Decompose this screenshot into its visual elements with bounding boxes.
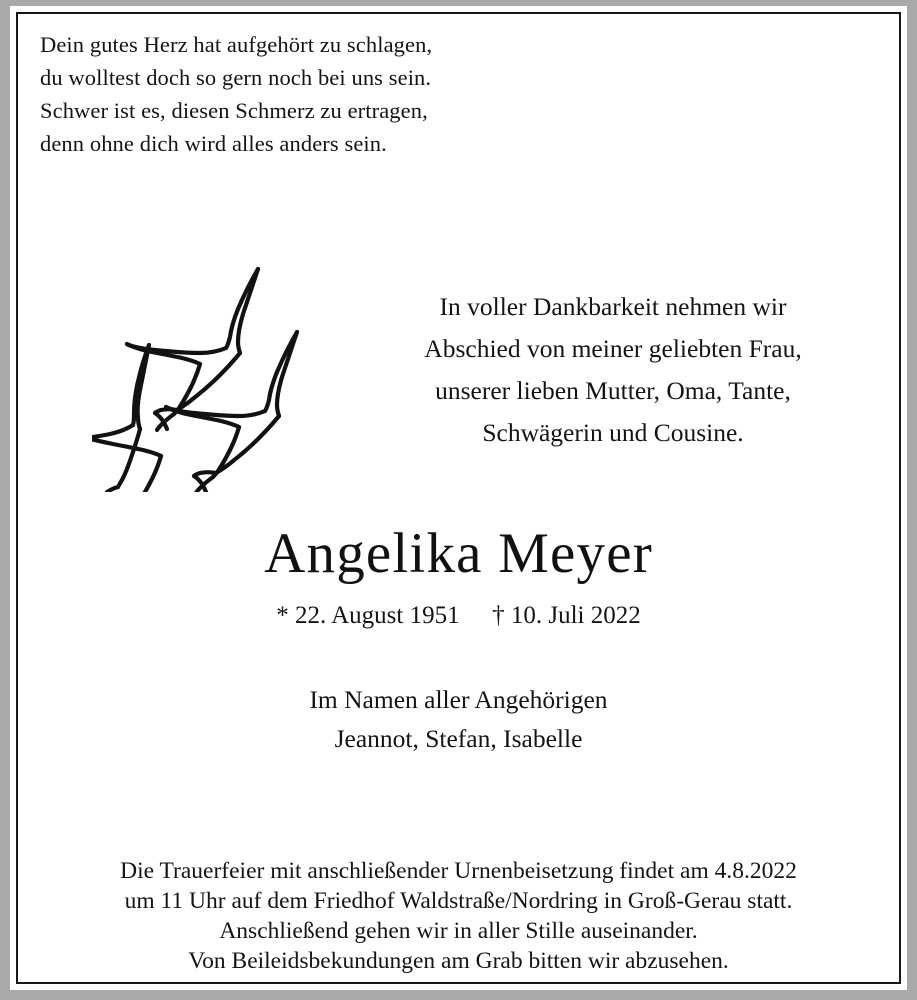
notice-content xyxy=(18,14,899,982)
verse-line: Schwer ist es, diesen Schmerz zu ertragen, xyxy=(40,98,428,123)
verse-line: du wolltest doch so gern noch bei uns sein. xyxy=(40,65,432,90)
dedication-block xyxy=(318,286,908,454)
service-line: Von Beileidsbekundungen am Grab bitten wir abzusehen. xyxy=(188,948,729,974)
service-details-block xyxy=(18,856,899,976)
death-date: 10. Juli 2022 xyxy=(510,602,641,629)
verse-line: denn ohne dich wird alles anders sein. xyxy=(40,131,387,156)
verse-line: Dein gutes Herz hat aufgehört zu schlagen, xyxy=(40,32,433,57)
life-dates xyxy=(18,600,899,632)
service-line: Anschließend gehen wir in aller Stille auseinander. xyxy=(219,918,698,944)
death-symbol: † xyxy=(492,602,505,629)
family-names: Jeannot, Stefan, Isabelle xyxy=(334,724,583,753)
notice-border-rule xyxy=(16,12,901,984)
service-line: Die Trauerfeier mit anschließender Urnenbeisetzung findet am 4.8.2022 xyxy=(120,858,797,884)
birth-date: 22. August 1951 xyxy=(295,602,460,629)
service-line: um 11 Uhr auf dem Friedhof Waldstraße/Nordring in Groß-Gerau statt. xyxy=(124,888,793,914)
dedication-line: Abschied von meiner geliebten Frau, xyxy=(424,334,802,363)
verse-block xyxy=(40,28,432,160)
seagulls-icon xyxy=(92,257,307,492)
dedication-line: Schwägerin und Cousine. xyxy=(482,418,744,447)
deceased-name: Angelika Meyer xyxy=(264,522,653,585)
birth-symbol: * xyxy=(276,602,289,629)
family-block xyxy=(18,680,899,758)
family-intro: Im Namen aller Angehörigen xyxy=(309,685,608,714)
dedication-line: In voller Dankbarkeit nehmen wir xyxy=(439,292,787,321)
dedication-line: unserer lieben Mutter, Oma, Tante, xyxy=(435,376,791,405)
seagulls-illustration xyxy=(92,257,307,492)
notice-paper xyxy=(10,6,907,990)
